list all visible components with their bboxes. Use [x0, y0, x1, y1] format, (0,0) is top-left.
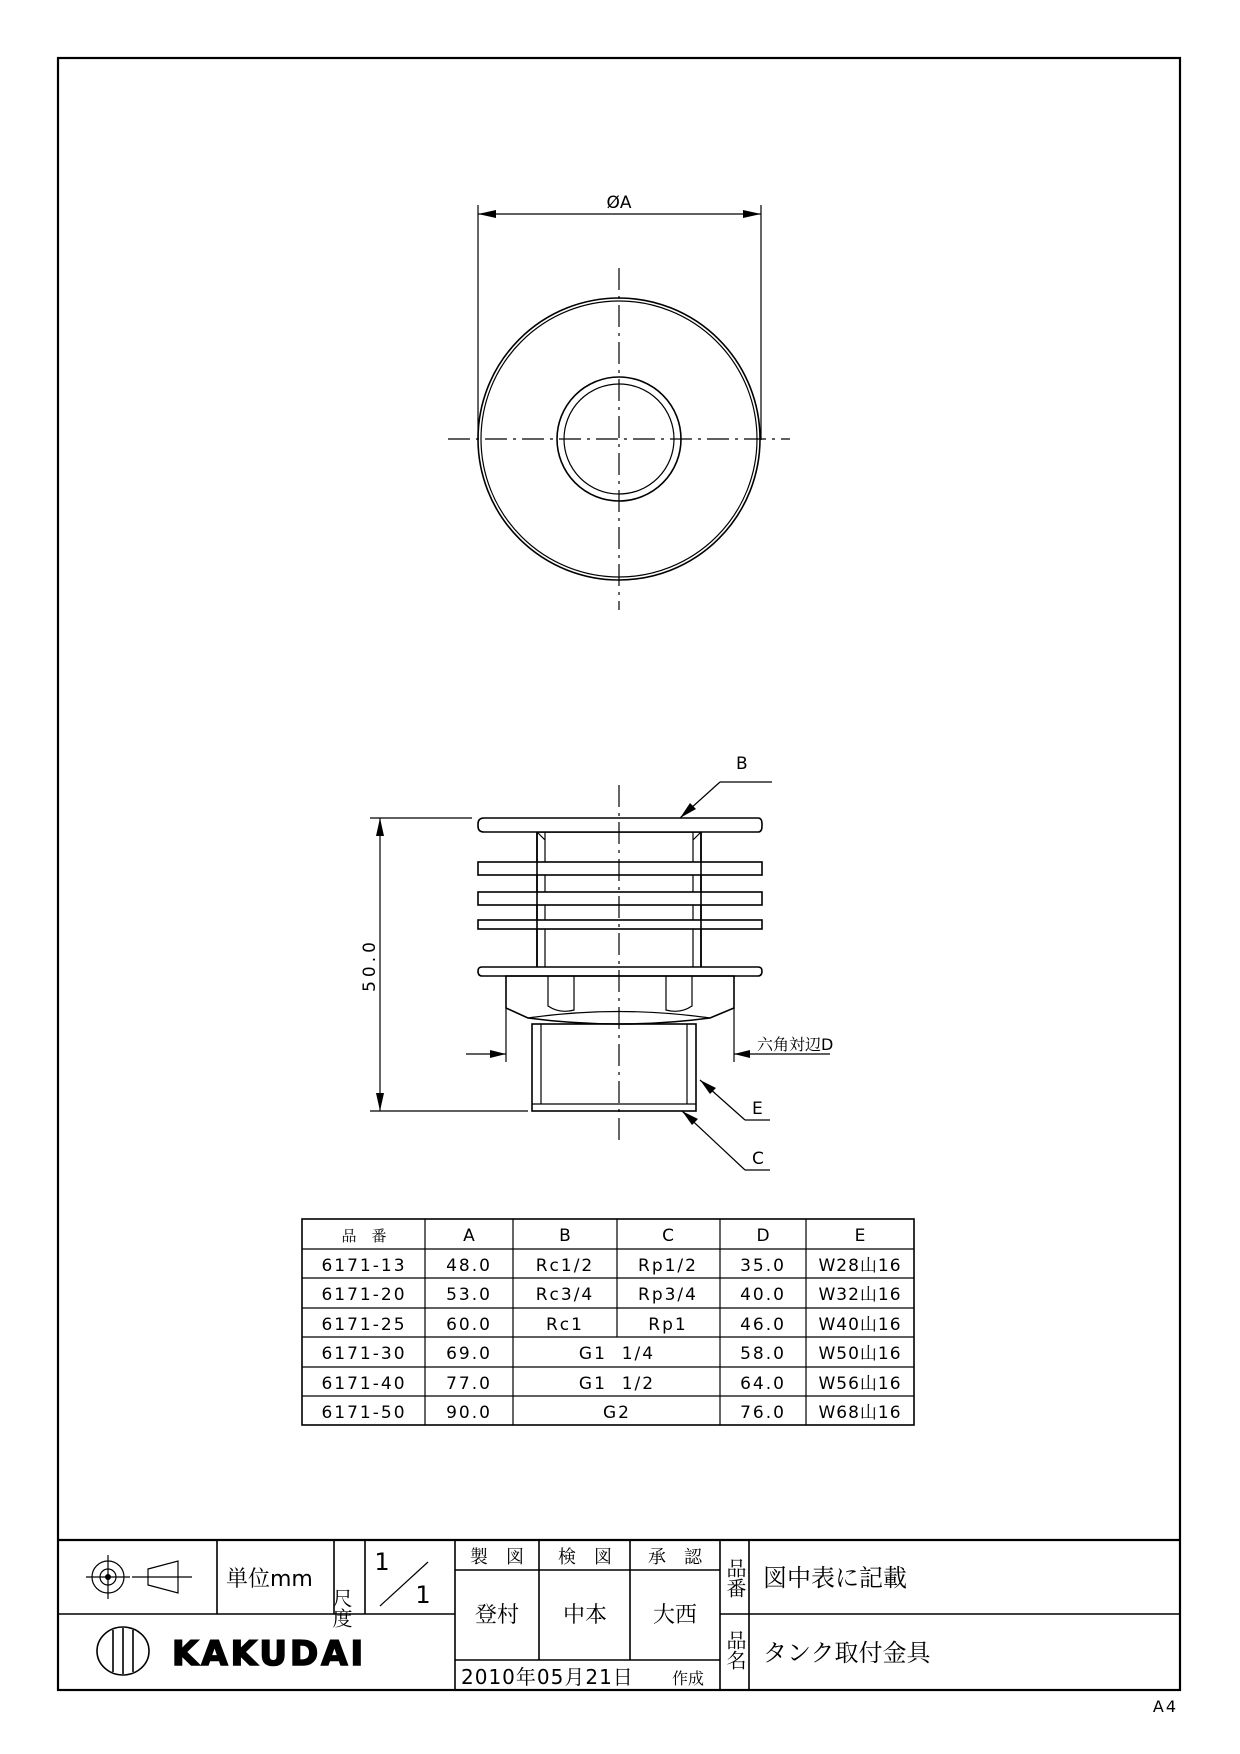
- cell-part: 6171-50: [321, 1403, 407, 1423]
- cell-e: W32山16: [818, 1285, 902, 1305]
- dim-height-label: 50.0: [360, 938, 380, 992]
- table-header-part: 品 番: [341, 1227, 387, 1245]
- cell-b: Rc1: [546, 1315, 584, 1335]
- table-header-c: C: [662, 1226, 674, 1246]
- dim-height-arrow-bottom: [376, 1093, 384, 1111]
- cell-bc: G1 1/4: [578, 1344, 656, 1364]
- scale-numerator: 1: [374, 1548, 390, 1576]
- cell-c: Rp3/4: [638, 1285, 698, 1305]
- cell-e: W68山16: [818, 1403, 902, 1423]
- cell-b: Rc3/4: [535, 1285, 595, 1305]
- leader-c-arrow: [682, 1111, 698, 1125]
- cell-a: 69.0: [446, 1344, 492, 1364]
- hex-nut-face-left: [548, 976, 574, 1011]
- table-header-a: A: [463, 1226, 475, 1246]
- label-b: B: [736, 754, 748, 774]
- table-header-e: E: [854, 1226, 866, 1246]
- hex-nut-face-right: [666, 976, 692, 1011]
- fin-4: [478, 967, 762, 976]
- dim-height-arrow-top: [376, 818, 384, 836]
- brand-name: KAKUDAI: [172, 1634, 367, 1674]
- cell-c: Rp1/2: [638, 1256, 698, 1276]
- top-view: [448, 193, 790, 610]
- cell-c: Rp1: [648, 1315, 688, 1335]
- unit-label: 単位mm: [226, 1567, 313, 1592]
- part-name-label: 品名: [723, 1630, 747, 1670]
- drawn-label: 製 図: [470, 1547, 524, 1568]
- top-flange: [478, 818, 762, 832]
- cell-d: 76.0: [740, 1403, 786, 1423]
- cell-d: 35.0: [740, 1256, 786, 1276]
- table-header-b: B: [559, 1226, 571, 1246]
- label-e: E: [752, 1099, 763, 1119]
- title-block: [58, 1540, 1180, 1690]
- fin-3: [478, 920, 762, 929]
- cell-d: 40.0: [740, 1285, 786, 1305]
- cell-a: 77.0: [446, 1374, 492, 1394]
- dim-d-arrow-right: [734, 1050, 750, 1058]
- paper-size-label: A4: [1152, 1697, 1178, 1716]
- dim-a-arrow-right: [743, 210, 761, 218]
- cell-b: Rc1/2: [535, 1256, 595, 1276]
- top-flange-chamfer-left: [537, 832, 545, 840]
- approved-label: 承 認: [648, 1547, 702, 1568]
- cell-d: 58.0: [740, 1344, 786, 1364]
- date-text: 2010年05月21日: [461, 1665, 634, 1689]
- cell-part: 6171-30: [321, 1344, 407, 1364]
- cell-e: W40山16: [818, 1315, 902, 1335]
- top-flange-chamfer-right: [693, 832, 701, 840]
- drawn-by: 登村: [474, 1603, 520, 1628]
- part-name-value: タンク取付金具: [763, 1639, 931, 1667]
- cell-a: 90.0: [446, 1403, 492, 1423]
- checked-by: 中本: [562, 1603, 608, 1628]
- cell-e: W28山16: [818, 1256, 902, 1276]
- fin-2: [478, 892, 762, 905]
- projection-symbol-icon: [86, 1555, 192, 1599]
- threaded-shank: [532, 1024, 696, 1111]
- cell-a: 48.0: [446, 1256, 492, 1276]
- spec-table: [302, 1219, 914, 1425]
- cell-a: 60.0: [446, 1315, 492, 1335]
- cell-e: W56山16: [818, 1374, 902, 1394]
- scale-label: 尺度: [329, 1588, 353, 1628]
- cell-part: 6171-25: [321, 1315, 407, 1335]
- cell-part: 6171-40: [321, 1374, 407, 1394]
- scale-denominator: 1: [415, 1581, 431, 1609]
- side-view: [360, 754, 833, 1170]
- table-header-d: D: [756, 1226, 770, 1246]
- dim-a-arrow-left: [478, 210, 496, 218]
- checked-label: 検 図: [558, 1547, 612, 1568]
- fin-1: [478, 862, 762, 875]
- approved-by: 大西: [652, 1603, 698, 1628]
- kakudai-logo-icon: [97, 1627, 149, 1675]
- dim-a-label: ØA: [606, 193, 632, 213]
- cell-part: 6171-13: [321, 1256, 407, 1276]
- cell-e: W50山16: [818, 1344, 902, 1364]
- label-hex-d: 六角対辺D: [757, 1035, 834, 1054]
- created-label: 作成: [672, 1669, 705, 1688]
- cell-part: 6171-20: [321, 1285, 407, 1305]
- label-c: C: [752, 1149, 764, 1169]
- cell-bc: G2: [603, 1403, 631, 1423]
- part-no-label: 品番: [723, 1558, 747, 1598]
- dim-d-arrow-left: [490, 1050, 506, 1058]
- cell-d: 46.0: [740, 1315, 786, 1335]
- cell-bc: G1 1/2: [578, 1374, 656, 1394]
- cell-a: 53.0: [446, 1285, 492, 1305]
- cell-d: 64.0: [740, 1374, 786, 1394]
- part-no-value: 図中表に記載: [763, 1564, 907, 1592]
